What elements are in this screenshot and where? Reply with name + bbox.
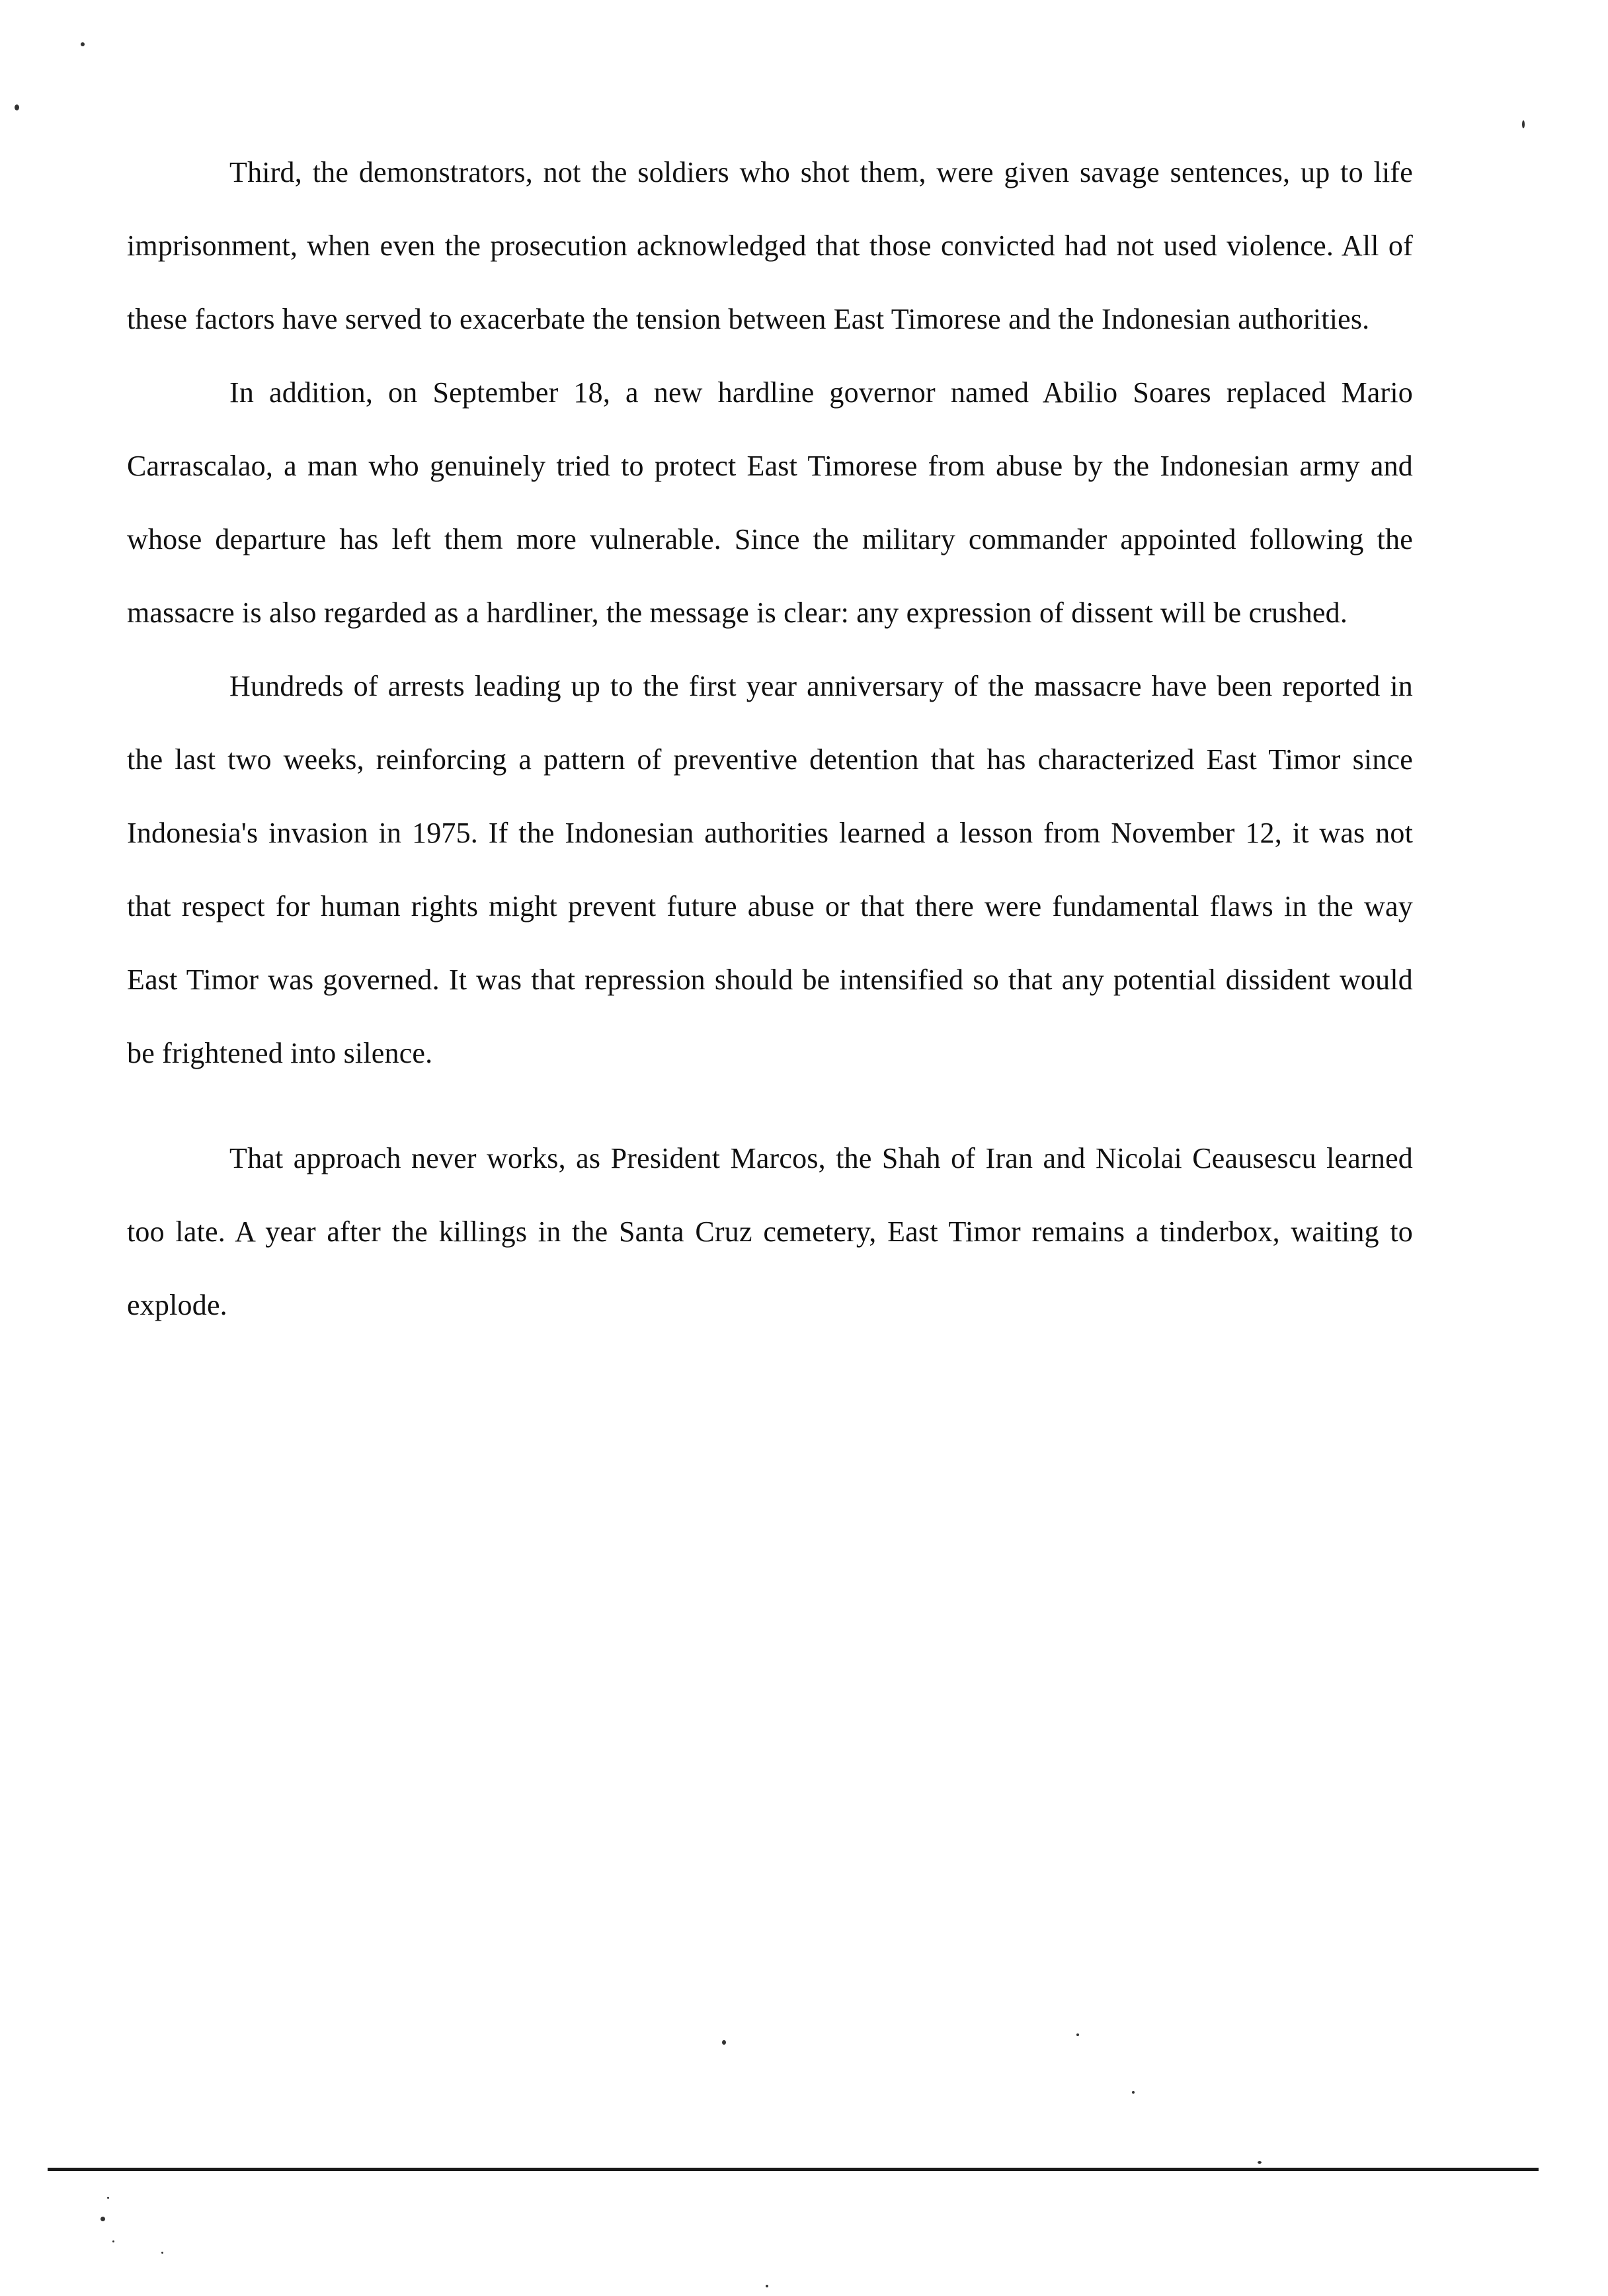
scan-speck <box>1522 120 1525 128</box>
footer-rule <box>48 2168 1539 2171</box>
scan-speck <box>766 2285 768 2287</box>
scan-speck <box>1132 2091 1135 2094</box>
paragraph-governor: In addition, on September 18, a new hardline governor named Abilio Soares replaced Mario Carrascalao, a man who genuinely tried to protect East Timorese from abuse by the Indonesian army and whose departure has left them more vulnerable. Since the military commander appointed following the massacre is also regarded as a hardliner, the message is clear: any expression of dissent will be crushed. <box>127 376 1413 629</box>
paragraph-conclusion: That approach never works, as President Marcos, the Shah of Iran and Nicolai Ceausescu learned too late. A year after the killings in the Santa Cruz cemetery, East Timor remains a tinderbox, waiting to explode. <box>127 1142 1413 1321</box>
body-text <box>127 136 1413 1342</box>
scan-speck <box>1076 2033 1079 2036</box>
scan-speck <box>15 104 19 110</box>
scan-speck <box>1258 2161 1262 2164</box>
paragraph-arrests: Hundreds of arrests leading up to the first year anniversary of the massacre have been reported in the last two weeks, reinforcing a pattern of preventive detention that has characterized East Timor since Indonesia's invasion in 1975. If the Indonesian authorities learned a lesson from November 12, it was not that respect for human rights might prevent future abuse or that there were fundamental flaws in the way East Timor was governed. It was that repression should be intensified so that any potential dissident would be frightened into silence. <box>127 670 1413 1069</box>
scan-speck <box>112 2240 114 2242</box>
scan-speck <box>722 2040 726 2045</box>
scan-speck <box>100 2217 105 2221</box>
scan-speck <box>107 2197 109 2199</box>
scan-speck <box>161 2252 163 2254</box>
scan-speck <box>81 42 85 46</box>
paragraph-sentences: Third, the demonstrators, not the soldiers who shot them, were given savage sentences, up to life imprisonment, when even the prosecution acknowledged that those convicted had not used violence. All of these factors have served to exacerbate the tension between East Timorese and the Indonesian authorities. <box>127 156 1413 335</box>
